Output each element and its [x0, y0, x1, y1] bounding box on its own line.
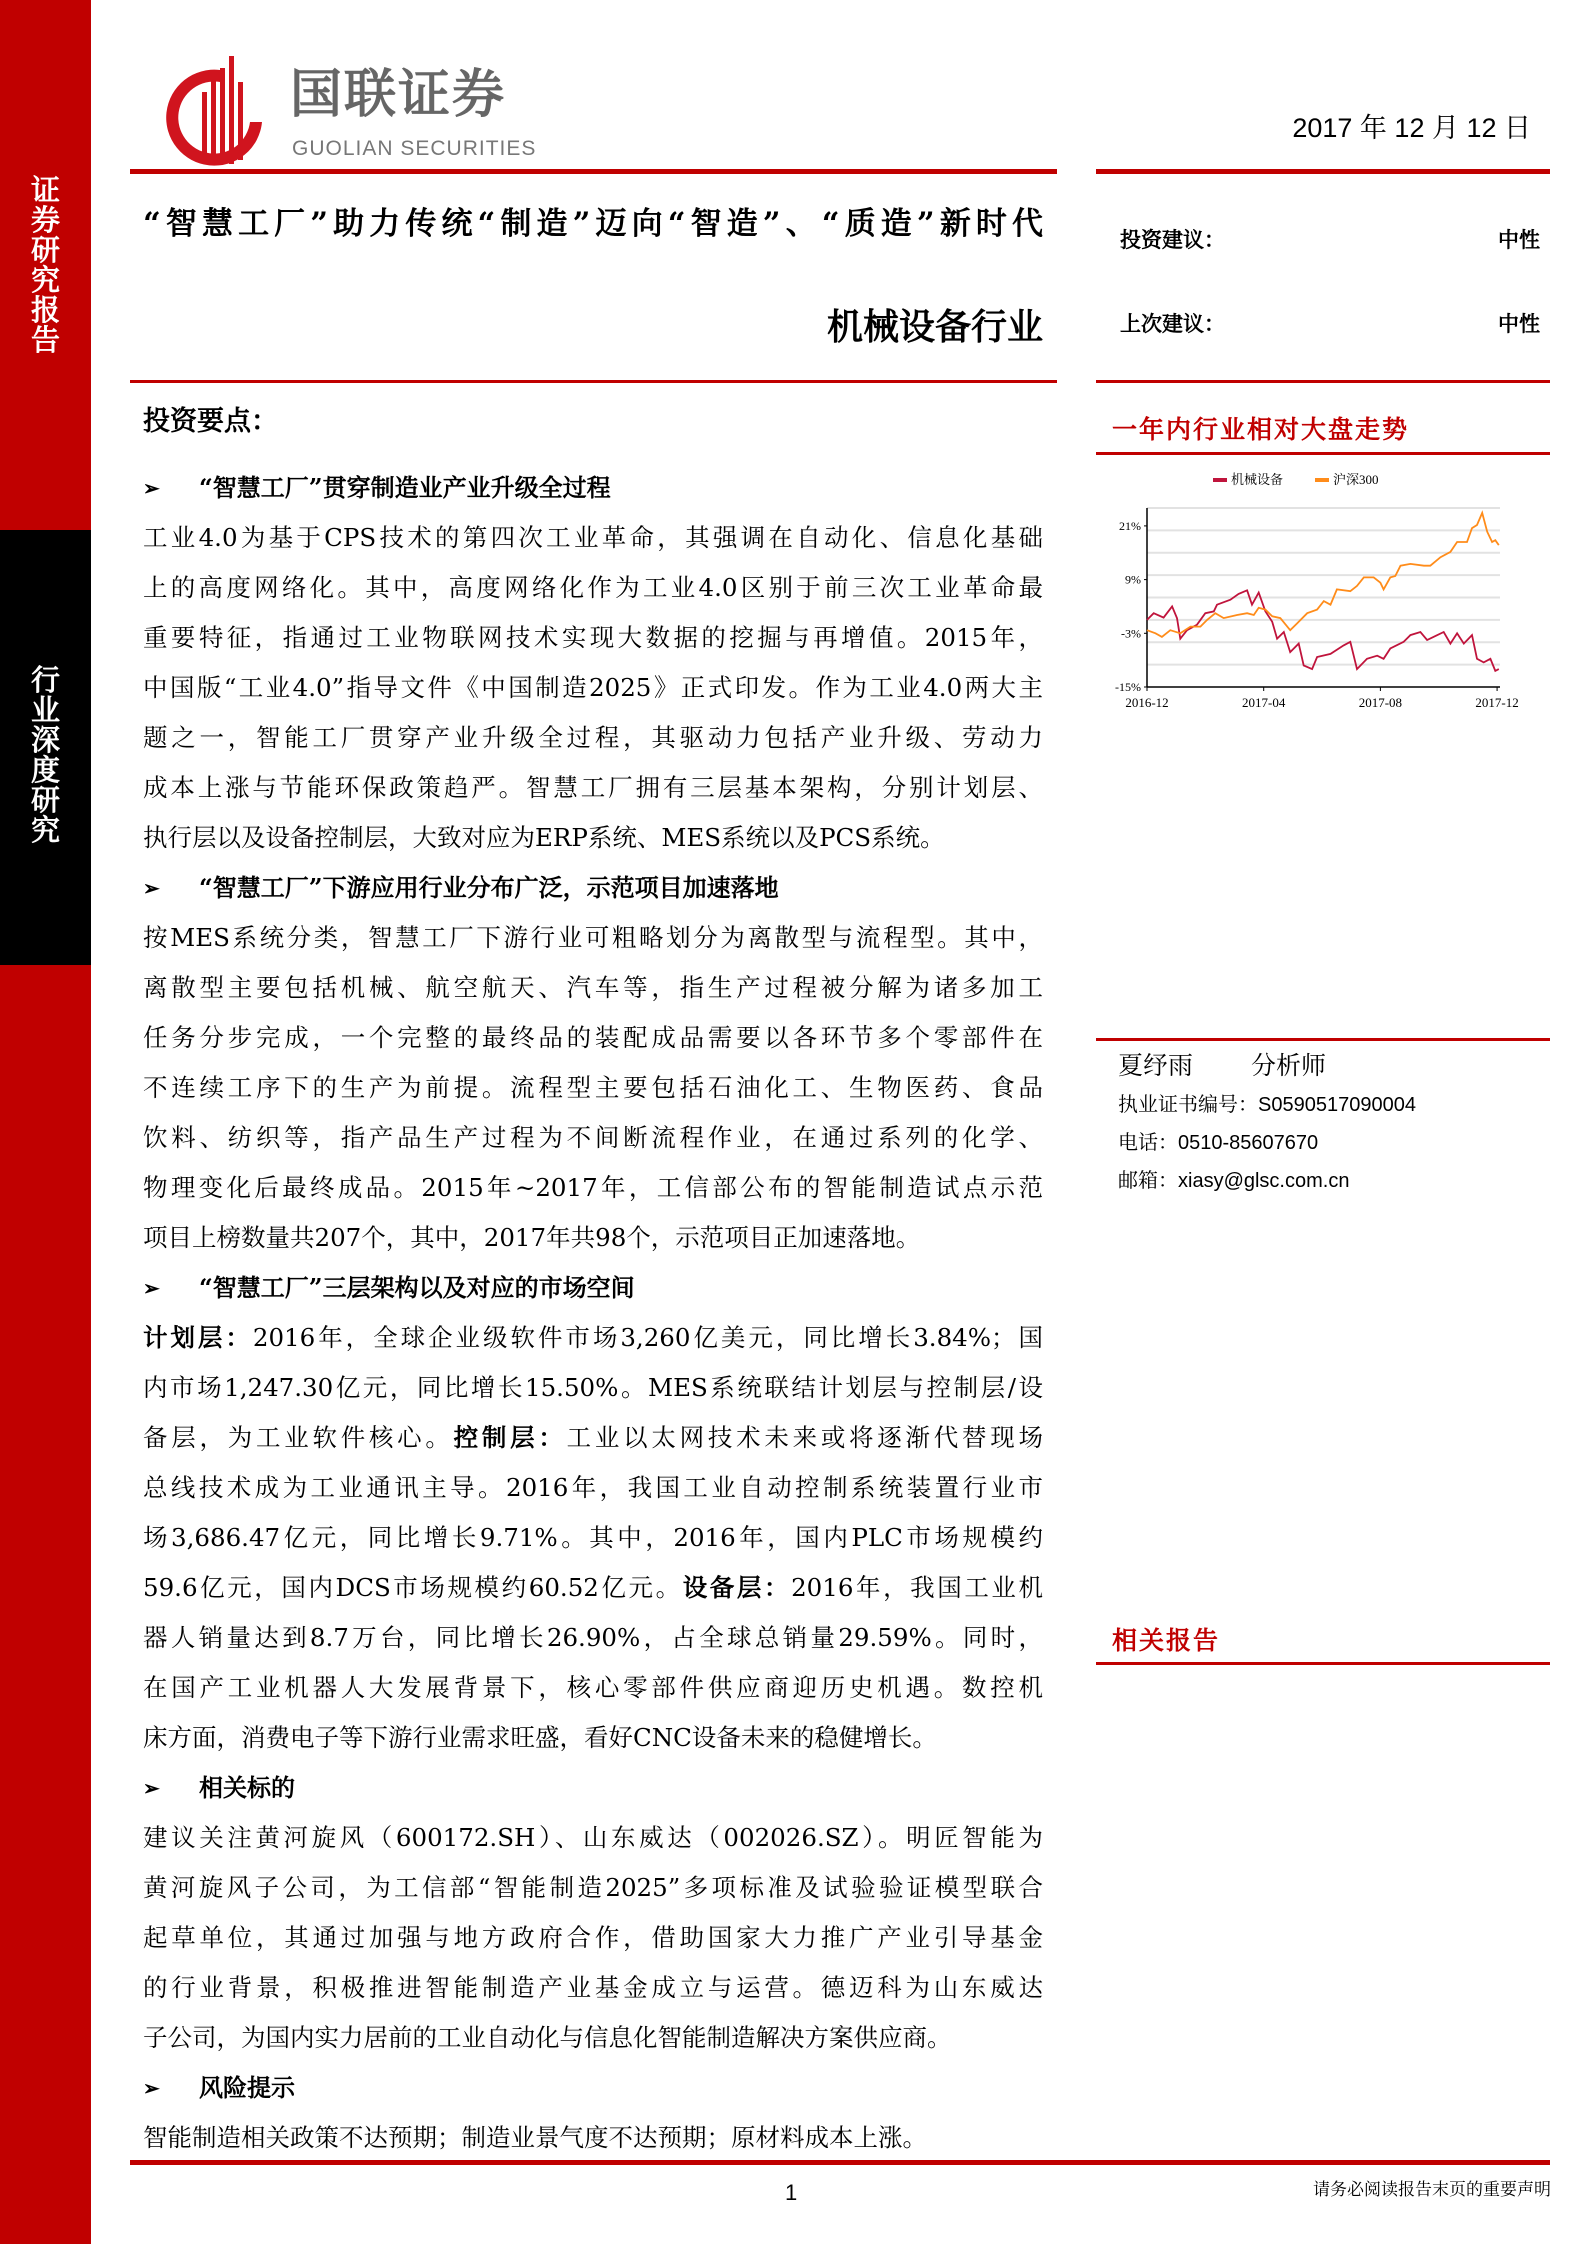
phone-label: 电话：	[1118, 1130, 1178, 1154]
sidebar-char: 券	[30, 203, 60, 237]
highlights-heading: 投资要点：	[143, 406, 278, 437]
paragraph-line: 中国版“工业4.0”指导文件《中国制造2025》正式印发。作为工业4.0两大主	[143, 673, 1043, 702]
sidebar-char: 度	[30, 753, 60, 787]
legend-label: 机械设备	[1231, 472, 1284, 487]
analyst-phone	[1118, 1128, 1318, 1157]
section-heading-text: “智慧工厂”贯穿制造业产业升级全过程	[199, 473, 611, 502]
investment-highlights	[143, 397, 1043, 2163]
footer-divider	[130, 2160, 1550, 2165]
bold-label: 设备层：	[682, 1573, 792, 1602]
header-divider	[130, 169, 1057, 174]
paragraph-line: 子公司，为国内实力居前的工业自动化与信息化智能制造解决方案供应商。	[143, 2023, 952, 2052]
phone-number: 0510-85607670	[1178, 1132, 1319, 1154]
section-heading	[143, 463, 1043, 513]
sidebar-top-band	[0, 0, 91, 530]
related-divider	[1096, 1662, 1550, 1665]
text-segment: 工业以太网技术未来或将逐渐代替现场	[566, 1423, 1044, 1452]
paragraph-line: 项目上榜数量共207个，其中，2017年共98个，示范项目正加速落地。	[143, 1223, 921, 1252]
paragraph-line: 成本上涨与节能环保政策趋严。智慧工厂拥有三层基本架构，分别计划层、	[143, 773, 1043, 802]
paragraph-line: 总线技术成为工业通讯主导。2016年，我国工业自动控制系统装置行业市	[143, 1473, 1043, 1502]
sidebar-char: 究	[30, 263, 60, 297]
paragraph-line: 床方面，消费电子等下游行业需求旺盛，看好CNC设备未来的稳健增长。	[143, 1723, 937, 1752]
analyst-header	[1118, 1050, 1326, 1082]
y-tick-label: -15%	[1115, 680, 1141, 694]
company-logo	[150, 52, 580, 167]
x-tick-label: 2017-04	[1242, 695, 1286, 710]
paragraph-line: 不连续工序下的生产为前提。流程型主要包括石油化工、生物医药、食品	[143, 1073, 1043, 1102]
side-header-divider	[1096, 169, 1550, 174]
analyst-name: 夏纾雨	[1118, 1051, 1194, 1080]
logo-emblem-icon	[150, 52, 280, 167]
paragraph-line: 重要特征，指通过工业物联网技术实现大数据的挖掘与再增值。2015年，	[143, 623, 1043, 652]
sidebar-char: 研	[30, 233, 60, 267]
paragraph-line: 饮料、纺织等，指产品生产过程为不间断流程作业，在通过系列的化学、	[143, 1123, 1043, 1152]
sidebar-char: 行	[30, 663, 60, 697]
analyst-divider	[1096, 1038, 1550, 1041]
y-tick-label: 21%	[1119, 518, 1141, 533]
paragraph-line: 离散型主要包括机械、航空航天、汽车等，指生产过程被分解为诸多加工	[143, 973, 1043, 1002]
sidebar-char: 深	[30, 723, 60, 757]
analyst-email	[1118, 1166, 1349, 1195]
paragraph-line: 题之一，智能工厂贯穿产业升级全过程，其驱动力包括产业升级、劳动力	[143, 723, 1043, 752]
paragraph-line: 工业4.0为基于CPS技术的第四次工业革命，其强调在自动化、信息化基础	[143, 523, 1043, 552]
sidebar-char: 报	[30, 293, 60, 327]
page-number: 1	[785, 2180, 798, 2205]
text-segment: 2016年，全球企业级软件市场3,260亿美元，同比增长3.84%；国	[252, 1323, 1043, 1352]
sidebar-char: 研	[30, 783, 60, 817]
paragraph-line: 执行层以及设备控制层，大致对应为ERP系统、MES系统以及PCS系统。	[143, 823, 945, 852]
email-link[interactable]: xiasy@glsc.com.cn	[1178, 1170, 1350, 1192]
paragraph-line: 内市场1,247.30亿元，同比增长15.50%。MES系统联结计划层与控制层/设	[143, 1373, 1043, 1402]
y-tick-label: -3%	[1121, 626, 1141, 641]
sidebar-char: 告	[30, 323, 60, 357]
paragraph-line: 黄河旋风子公司，为工信部“智能制造2025”多项标准及试验验证模型联合	[143, 1873, 1043, 1902]
section-heading-text: “智慧工厂”三层架构以及对应的市场空间	[199, 1273, 635, 1302]
report-title: “智慧工厂”助力传统“制造”迈向“智造”、“质造”新时代	[143, 206, 1043, 242]
text-segment: 59.6亿元，国内DCS市场规模约60.52亿元。	[143, 1573, 683, 1602]
related-reports-title: 相关报告	[1112, 1626, 1221, 1655]
arrow-bullet-icon: ➢	[143, 876, 160, 900]
paragraph-line: 器人销量达到8.7万台，同比增长26.90%，占全球总销量29.59%。同时，	[143, 1623, 1043, 1652]
arrow-bullet-icon: ➢	[143, 1776, 160, 1800]
rating-current	[1120, 225, 1550, 255]
section-heading-text: 相关标的	[199, 1773, 295, 1802]
email-label: 邮箱：	[1118, 1168, 1178, 1192]
legend-swatch	[1213, 478, 1227, 482]
chart-section-title: 一年内行业相对大盘走势	[1112, 415, 1410, 444]
paragraph-line	[143, 1413, 1043, 1463]
y-tick-label: 9%	[1125, 572, 1141, 587]
section-heading-text: 风险提示	[199, 2073, 295, 2102]
logo-text-cn: 国联证券	[290, 65, 507, 125]
section-heading	[143, 863, 1043, 913]
analyst-role: 分析师	[1250, 1051, 1326, 1080]
rating-previous-label: 上次建议：	[1120, 311, 1225, 336]
cert-number: S0590517090004	[1258, 1094, 1416, 1116]
legend-label: 沪深300	[1333, 472, 1379, 487]
sidebar-research-type-label	[0, 665, 91, 845]
paragraph-line	[143, 1313, 1043, 1363]
industry-subtitle: 机械设备行业	[826, 306, 1043, 348]
sidebar-char: 业	[30, 693, 60, 727]
rating-current-label: 投资建议：	[1120, 227, 1225, 252]
chart-title-divider	[1096, 452, 1550, 455]
sidebar-middle-band	[0, 530, 91, 965]
x-tick-label: 2017-08	[1358, 695, 1403, 710]
rating-divider	[1096, 380, 1550, 383]
paragraph-line: 按MES系统分类，智慧工厂下游行业可粗略划分为离散型与流程型。其中，	[143, 923, 1043, 952]
paragraph-line: 智能制造相关政策不达预期；制造业景气度不达预期；原材料成本上涨。	[143, 2123, 927, 2152]
report-date: 2017 年 12 月 12 日	[1292, 113, 1531, 143]
legend-swatch	[1315, 478, 1329, 482]
analyst-cert	[1118, 1090, 1416, 1119]
arrow-bullet-icon: ➢	[143, 476, 160, 500]
x-tick-label: 2016-12	[1125, 695, 1169, 710]
rating-current-value: 中性	[1498, 227, 1540, 252]
arrow-bullet-icon: ➢	[143, 2076, 160, 2100]
logo-text-en: GUOLIAN SECURITIES	[292, 137, 537, 160]
text-segment: 备层，为工业软件核心。	[143, 1423, 454, 1452]
paragraph-line: 起草单位，其通过加强与地方政府合作，借助国家大力推广产业引导基金	[143, 1923, 1043, 1952]
x-tick-label: 2017-12	[1475, 695, 1519, 710]
bold-label: 计划层：	[143, 1323, 253, 1352]
sidebar-char: 究	[30, 813, 60, 847]
paragraph-line: 的行业背景，积极推进智能制造产业基金成立与运营。德迈科为山东威达	[143, 1973, 1043, 2002]
section-heading	[143, 1263, 1043, 1313]
section-heading	[143, 2063, 1043, 2113]
paragraph-line	[143, 1563, 1043, 1613]
paragraph-line: 场3,686.47亿元，同比增长9.71%。其中，2016年，国内PLC市场规模约	[143, 1523, 1043, 1552]
arrow-bullet-icon: ➢	[143, 1276, 160, 1300]
sidebar-bottom-band	[0, 965, 91, 2244]
cert-label: 执业证书编号：	[1118, 1092, 1258, 1116]
paragraph-line: 在国产工业机器人大发展背景下，核心零部件供应商迎历史机遇。数控机	[143, 1673, 1043, 1702]
text-segment: 2016年，我国工业机	[791, 1573, 1043, 1602]
section-heading	[143, 1763, 1043, 1813]
bold-label: 控制层：	[453, 1423, 567, 1452]
disclaimer-note: 请务必阅读报告末页的重要声明	[1313, 2180, 1551, 2200]
sidebar-report-type-label	[0, 175, 91, 355]
relative-performance-chart	[1090, 460, 1586, 730]
rating-previous	[1120, 309, 1550, 339]
sidebar-char: 证	[30, 173, 60, 207]
rating-previous-value: 中性	[1498, 311, 1540, 336]
title-divider	[130, 380, 1057, 383]
paragraph-line: 物理变化后最终成品。2015年~2017年，工信部公布的智能制造试点示范	[143, 1173, 1043, 1202]
paragraph-line: 建议关注黄河旋风（600172.SH）、山东威达（002026.SZ）。明匠智能为	[143, 1823, 1043, 1852]
section-heading-text: “智慧工厂”下游应用行业分布广泛，示范项目加速落地	[199, 873, 779, 902]
paragraph-line: 上的高度网络化。其中，高度网络化作为工业4.0区别于前三次工业革命最	[143, 573, 1043, 602]
paragraph-line: 任务分步完成，一个完整的最终品的装配成品需要以各环节多个零部件在	[143, 1023, 1043, 1052]
